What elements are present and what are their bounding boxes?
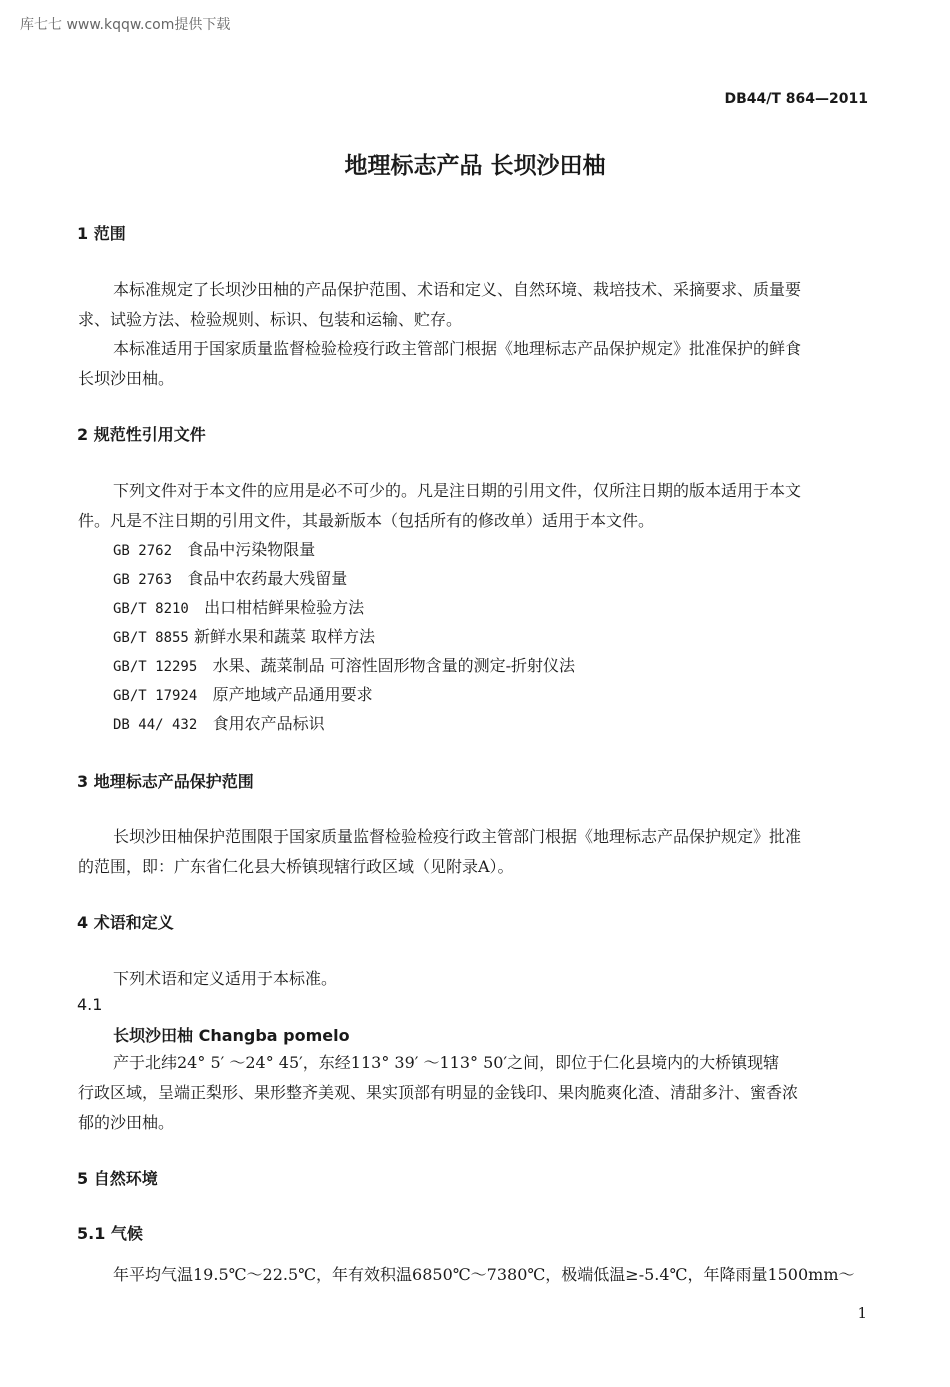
reference-title: 新鲜水果和蔬菜 取样方法 bbox=[193, 627, 376, 646]
reference-code: GB/T 8210 bbox=[113, 601, 189, 617]
reference-title: 水果、蔬菜制品 可溶性固形物含量的测定-折射仪法 bbox=[212, 656, 576, 675]
page-number: 1 bbox=[857, 1304, 867, 1322]
watermark-text: 库七七 www.kqqw.com提供下载 bbox=[20, 17, 231, 33]
reference-code: GB/T 8855 bbox=[113, 630, 189, 646]
section-1-heading: 1 范围 bbox=[77, 224, 126, 243]
reference-title: 食品中农药最大残留量 bbox=[187, 569, 348, 588]
section-5-1-heading: 5.1 气候 bbox=[77, 1224, 143, 1243]
section-1-paragraph-2-line-2: 长坝沙田柚。 bbox=[78, 369, 175, 388]
reference-code: GB/T 12295 bbox=[113, 659, 198, 675]
section-5-heading: 5 自然环境 bbox=[77, 1169, 158, 1188]
term-title: 长坝沙田柚 Changba pomelo bbox=[113, 1026, 350, 1045]
reference-title: 食用农产品标识 bbox=[212, 714, 325, 733]
section-1-paragraph-1-line-2: 求、试验方法、检验规则、标识、包装和运输、贮存。 bbox=[78, 310, 463, 329]
section-3-paragraph-line-2: 的范围，即：广东省仁化县大桥镇现辖行政区域（见附录A）。 bbox=[78, 857, 514, 876]
reference-item bbox=[113, 595, 364, 618]
reference-item bbox=[113, 653, 575, 676]
reference-title: 原产地域产品通用要求 bbox=[212, 685, 373, 704]
section-2-paragraph-line-2: 件。凡是不注日期的引用文件，其最新版本（包括所有的修改单）适用于本文件。 bbox=[78, 511, 655, 530]
definition-line-1: 产于北纬24° 5′ ～24° 45′，东经113° 39′ ～113° 50′之间，即位于仁化县境内的大桥镇现辖 bbox=[113, 1053, 780, 1072]
reference-title: 出口柑桔鲜果检验方法 bbox=[204, 598, 365, 617]
definition-line-2: 行政区域，呈端正梨形、果形整齐美观、果实顶部有明显的金钱印、果肉脆爽化渣、清甜多汁、蜜香浓 bbox=[78, 1083, 799, 1102]
subclause-number: 4.1 bbox=[77, 995, 103, 1014]
section-4-paragraph: 下列术语和定义适用于本标准。 bbox=[113, 969, 338, 988]
section-2-paragraph-line-1: 下列文件对于本文件的应用是必不可少的。凡是注日期的引用文件，仅所注日期的版本适用于本文 bbox=[113, 481, 802, 500]
reference-code: GB/T 17924 bbox=[113, 688, 198, 704]
reference-item bbox=[113, 566, 347, 589]
definition-line-3: 郁的沙田柚。 bbox=[78, 1113, 175, 1132]
page-title: 地理标志产品 长坝沙田柚 bbox=[344, 153, 606, 179]
reference-code: DB 44/ 432 bbox=[113, 717, 198, 733]
section-1-paragraph-1-line-1: 本标准规定了长坝沙田柚的产品保护范围、术语和定义、自然环境、栽培技术、采摘要求、质量要 bbox=[113, 280, 802, 299]
reference-code: GB 2762 bbox=[113, 543, 173, 559]
reference-item bbox=[113, 682, 373, 705]
reference-item bbox=[113, 624, 375, 647]
section-4-heading: 4 术语和定义 bbox=[77, 913, 174, 932]
section-2-heading: 2 规范性引用文件 bbox=[77, 425, 206, 444]
reference-title: 食品中污染物限量 bbox=[187, 540, 316, 559]
section-5-1-paragraph-line-1: 年平均气温19.5℃～22.5℃，年有效积温6850℃～7380℃，极端低温≥-5.4℃，年降雨量1500mm～ bbox=[113, 1265, 855, 1284]
section-3-heading: 3 地理标志产品保护范围 bbox=[77, 772, 254, 791]
reference-code: GB 2763 bbox=[113, 572, 173, 588]
document-number: DB44/T 864—2011 bbox=[724, 91, 868, 107]
section-1-paragraph-2-line-1: 本标准适用于国家质量监督检验检疫行政主管部门根据《地理标志产品保护规定》批准保护的鲜食 bbox=[113, 339, 802, 358]
reference-item bbox=[113, 537, 315, 560]
section-3-paragraph-line-1: 长坝沙田柚保护范围限于国家质量监督检验检疫行政主管部门根据《地理标志产品保护规定》批准 bbox=[113, 827, 802, 846]
reference-item bbox=[113, 711, 325, 734]
